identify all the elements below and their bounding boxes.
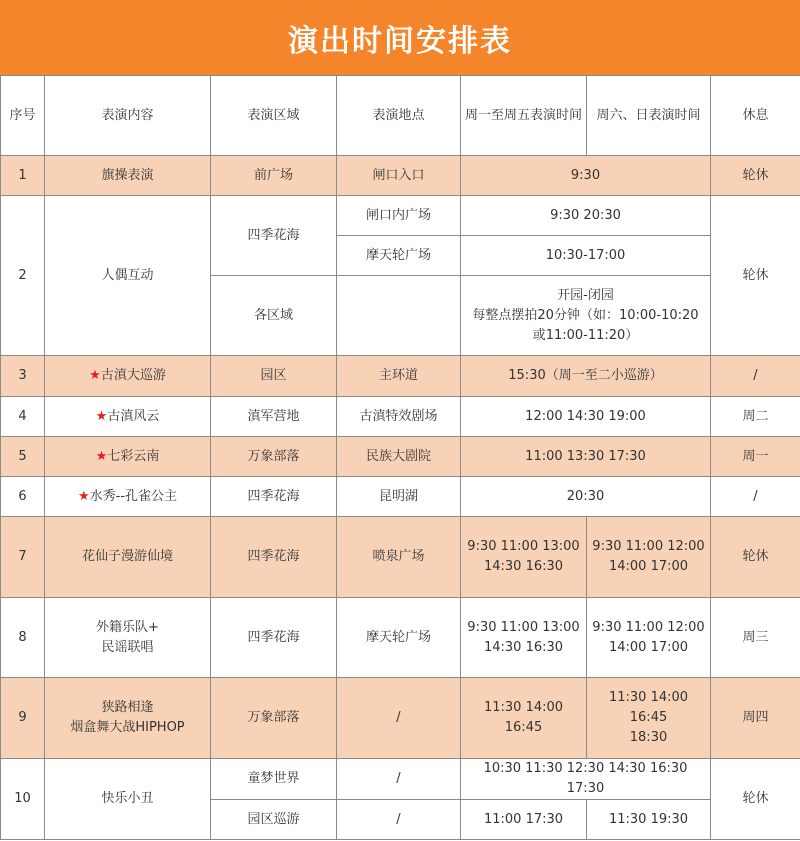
cell-content	[45, 356, 211, 397]
cell-seq: 2	[1, 196, 45, 356]
cell-rest: 周一	[711, 437, 800, 477]
cell-time: 10:30 11:30 12:30 14:30 16:30 17:30	[461, 759, 711, 800]
cell-weekday-time	[461, 598, 587, 678]
schedule-table	[0, 75, 800, 840]
content-text: 古滇大巡游	[100, 368, 166, 383]
header-weekend: 周六、日表演时间	[587, 76, 711, 156]
header-rest: 休息	[711, 76, 800, 156]
cell-content	[45, 477, 211, 517]
time-line: 14:00 17:00	[608, 559, 689, 574]
cell-area: 万象部落	[211, 437, 337, 477]
star-icon: ★	[95, 408, 108, 424]
cell-rest: /	[711, 477, 800, 517]
cell-area: 万象部落	[211, 678, 337, 759]
time-line: 11:30 14:00 16:45	[608, 690, 689, 725]
cell-area: 四季花海	[211, 517, 337, 598]
cell-seq: 10	[1, 759, 45, 840]
time-line: 14:30 16:30	[483, 639, 564, 655]
header-content: 表演内容	[45, 76, 211, 156]
cell-time: 20:30	[461, 477, 711, 517]
content-text: 水秀--孔雀公主	[89, 488, 178, 504]
cell-location: 喷泉广场	[337, 517, 461, 598]
time-line: 开园-闭园	[557, 287, 614, 303]
content-text: 七彩云南	[107, 448, 160, 464]
table-row	[1, 356, 800, 397]
time-line: 9:30 11:00 12:00	[592, 539, 705, 554]
content-line: 烟盒舞大战HIPHOP	[70, 720, 185, 735]
cell-content	[45, 678, 211, 759]
cell-location: 摩天轮广场	[337, 236, 461, 276]
content-line: 民谣联唱	[101, 639, 154, 655]
cell-seq: 4	[1, 397, 45, 437]
cell-rest: /	[711, 356, 800, 397]
cell-time	[461, 276, 711, 356]
cell-area: 四季花海	[211, 196, 337, 276]
cell-location: 民族大剧院	[337, 437, 461, 477]
cell-area: 四季花海	[211, 477, 337, 517]
cell-content: 花仙子漫游仙境	[45, 517, 211, 598]
star-icon: ★	[77, 488, 90, 504]
cell-weekend-time	[587, 598, 711, 678]
cell-weekend-time: 11:30 19:30	[587, 800, 711, 840]
cell-location: /	[337, 800, 461, 840]
table-row	[1, 156, 800, 196]
cell-location: 主环道	[337, 356, 461, 397]
time-line: 9:30 11:00 12:00	[592, 619, 705, 635]
time-line: 18:30	[629, 730, 668, 745]
table-row	[1, 678, 800, 759]
time-line: 9:30 11:00 13:00	[467, 539, 580, 554]
cell-time: 11:00 13:30 17:30	[461, 437, 711, 477]
cell-area: 园区	[211, 356, 337, 397]
star-icon: ★	[95, 448, 108, 464]
time-line: 或11:00-11:20）	[532, 327, 639, 343]
cell-time: 10:30-17:00	[461, 236, 711, 276]
table-row	[1, 759, 800, 800]
content-text: 古滇风云	[107, 408, 160, 424]
cell-location: /	[337, 759, 461, 800]
cell-content: 人偶互动	[45, 196, 211, 356]
cell-content: 旗操表演	[45, 156, 211, 196]
cell-area: 园区巡游	[211, 800, 337, 840]
cell-rest: 轮休	[711, 196, 800, 356]
cell-rest: 轮休	[711, 156, 800, 196]
title-banner	[0, 0, 800, 75]
table-row	[1, 517, 800, 598]
cell-location: 闸口入口	[337, 156, 461, 196]
cell-rest: 轮休	[711, 759, 800, 840]
time-line: 14:00 17:00	[608, 639, 689, 655]
time-line: 9:30 11:00 13:00	[467, 619, 580, 635]
cell-location: 闸口内广场	[337, 196, 461, 236]
cell-location: 摩天轮广场	[337, 598, 461, 678]
cell-location: 昆明湖	[337, 477, 461, 517]
page-title: 演出时间安排表	[288, 23, 512, 59]
header-weekday: 周一至周五表演时间	[461, 76, 587, 156]
table-row	[1, 477, 800, 517]
time-line: 14:30 16:30	[483, 559, 564, 574]
cell-weekend-time	[587, 678, 711, 759]
cell-seq: 1	[1, 156, 45, 196]
cell-content	[45, 437, 211, 477]
cell-area: 滇军营地	[211, 397, 337, 437]
cell-content	[45, 598, 211, 678]
cell-rest: 周二	[711, 397, 800, 437]
cell-time: 9:30 20:30	[461, 196, 711, 236]
content-line: 外籍乐队+	[96, 619, 159, 635]
cell-rest: 轮休	[711, 517, 800, 598]
cell-seq: 5	[1, 437, 45, 477]
cell-seq: 9	[1, 678, 45, 759]
cell-location	[337, 276, 461, 356]
cell-area: 前广场	[211, 156, 337, 196]
cell-weekend-time	[587, 517, 711, 598]
header-seq: 序号	[1, 76, 45, 156]
header-row	[1, 76, 800, 156]
cell-rest: 周四	[711, 678, 800, 759]
cell-area: 四季花海	[211, 598, 337, 678]
star-icon: ★	[89, 368, 101, 383]
cell-content	[45, 397, 211, 437]
cell-seq: 8	[1, 598, 45, 678]
time-line: 每整点摆拍20分钟（如：10:00-10:20	[472, 307, 699, 323]
cell-area: 童梦世界	[211, 759, 337, 800]
table-row	[1, 397, 800, 437]
cell-location: /	[337, 678, 461, 759]
content-line: 狭路相逢	[101, 700, 154, 715]
cell-time: 12:00 14:30 19:00	[461, 397, 711, 437]
cell-content: 快乐小丑	[45, 759, 211, 840]
table-row	[1, 196, 800, 236]
cell-location: 古滇特效剧场	[337, 397, 461, 437]
cell-rest: 周三	[711, 598, 800, 678]
cell-seq: 3	[1, 356, 45, 397]
cell-area: 各区域	[211, 276, 337, 356]
table-row	[1, 437, 800, 477]
cell-weekday-time: 11:30 14:00 16:45	[461, 678, 587, 759]
cell-seq: 6	[1, 477, 45, 517]
cell-weekday-time: 11:00 17:30	[461, 800, 587, 840]
cell-seq: 7	[1, 517, 45, 598]
cell-weekday-time	[461, 517, 587, 598]
header-area: 表演区域	[211, 76, 337, 156]
cell-time: 15:30（周一至二小巡游）	[461, 356, 711, 397]
table-row	[1, 598, 800, 678]
header-location: 表演地点	[337, 76, 461, 156]
cell-time: 9:30	[461, 156, 711, 196]
